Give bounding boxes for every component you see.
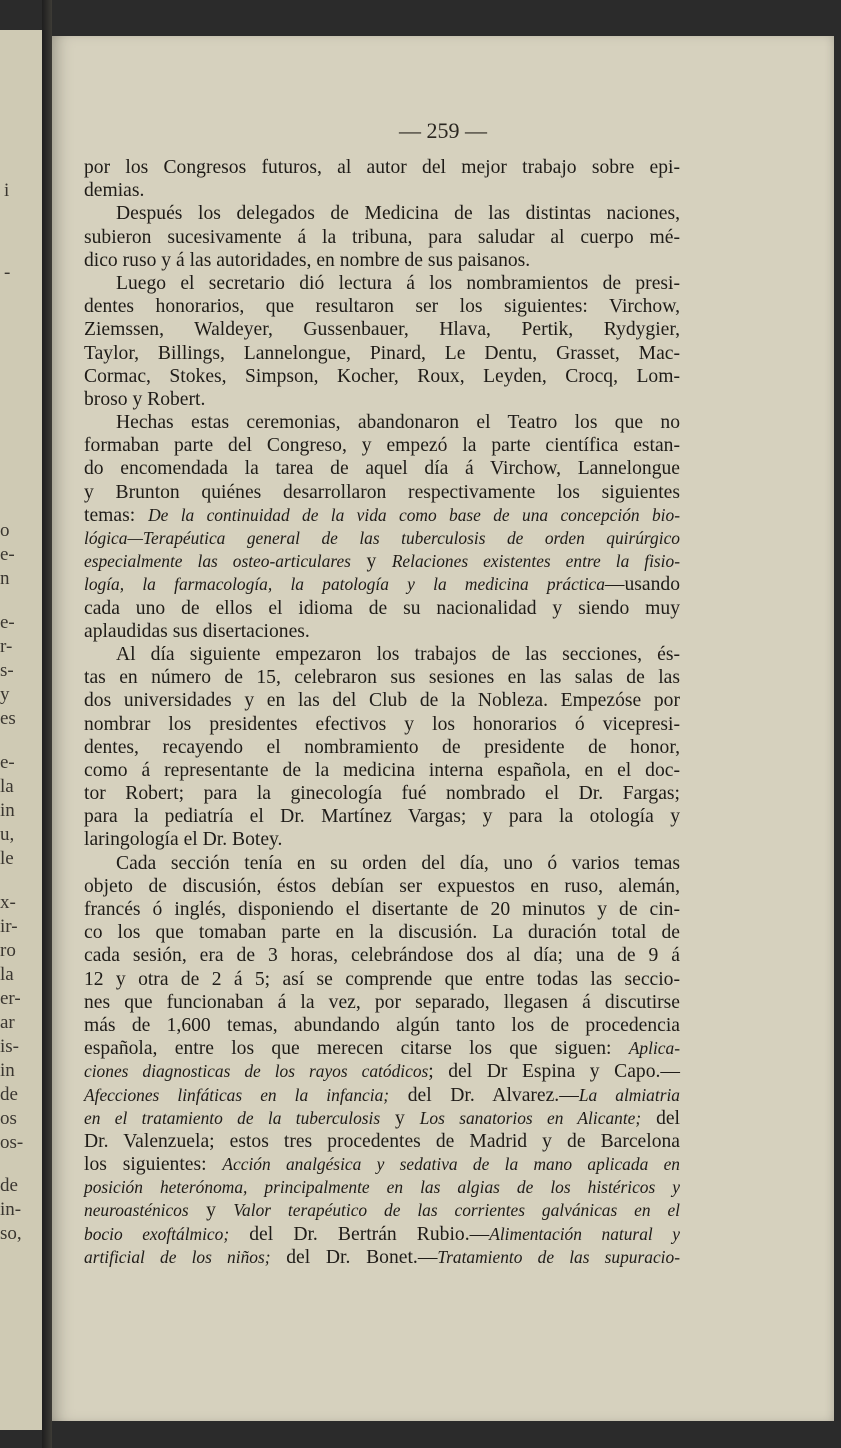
- italic-text: neuroasténicos: [84, 1200, 189, 1221]
- previous-page-fragment: in: [0, 800, 15, 821]
- text: nes que funcionaban á la vez, por separado, llegasen á discutirse: [84, 991, 680, 1013]
- previous-page-fragment: e-: [0, 544, 15, 565]
- previous-page-fragment: o: [0, 520, 10, 541]
- previous-page-fragment: de: [0, 1175, 18, 1196]
- previous-page-fragment: u,: [0, 824, 15, 845]
- text-line: [84, 1130, 680, 1153]
- italic-text: artificial de los niños;: [84, 1246, 271, 1267]
- text: dentes, recayendo el nombramiento de presidente de honor,: [84, 736, 680, 758]
- text: Cormac, Stokes, Simpson, Kocher, Roux, Leyden, Crocq, Lom-: [84, 365, 680, 387]
- text-line: [84, 249, 680, 272]
- text: como á representante de la medicina interna española, en el doc-: [84, 759, 680, 781]
- text: temas:: [84, 504, 149, 526]
- text-line: [84, 759, 680, 782]
- previous-page-fragment: e-: [0, 752, 15, 773]
- text: nombrar los presidentes efectivos y los honorarios ó vicepresi-: [84, 713, 680, 735]
- text: y: [188, 1200, 234, 1222]
- text-line: [84, 550, 680, 573]
- text: objeto de discusión, éstos debían ser expuestos en ruso, alemán,: [84, 875, 680, 897]
- text: dentes honorarios, que resultaron ser los siguientes: Virchow,: [84, 296, 680, 318]
- previous-page-fragment: in-: [0, 1199, 22, 1220]
- text: cada uno de ellos el idioma de su nacionalidad y siendo muy: [84, 597, 680, 619]
- italic-text: Alimentación natural y: [489, 1223, 681, 1244]
- italic-text: logía, la farmacología, la patología y la medicina práctica: [84, 574, 605, 595]
- text: dos universidades y en las del Club de la Nobleza. Empezóse por: [84, 690, 680, 712]
- text: formaban parte del Congreso, y empezó la parte científica estan-: [84, 435, 680, 457]
- text: por los Congresos futuros, al autor del mejor trabajo sobre epi-: [84, 157, 680, 178]
- italic-text: Relaciones existentes entre la fisio-: [391, 551, 681, 572]
- text-line: [84, 689, 680, 712]
- text-line: [84, 527, 680, 550]
- previous-page-fragment: y: [0, 684, 10, 705]
- text-line: [84, 457, 680, 480]
- text: demias.: [84, 180, 145, 202]
- previous-page-fragment: de: [0, 1084, 18, 1105]
- italic-text: bocio exoftálmico;: [84, 1223, 230, 1244]
- text: y Brunton quiénes desarrollaron respectivamente los siguientes: [84, 481, 680, 503]
- text: Cada sección tenía en su orden del día, uno ó varios temas: [116, 852, 680, 874]
- text-line: [84, 805, 680, 828]
- italic-text: Aplica-: [628, 1038, 680, 1059]
- text-line: [84, 272, 680, 295]
- text: aplaudidas sus disertaciones.: [84, 620, 310, 642]
- previous-page-fragment: er-: [0, 988, 21, 1009]
- page-number: — 259 —: [399, 118, 487, 143]
- text: y: [350, 551, 392, 573]
- text: —usando: [604, 574, 680, 596]
- text-line: [84, 318, 680, 341]
- text-line: [84, 202, 680, 225]
- text: para la pediatría el Dr. Martínez Vargas; y para la otología y: [84, 806, 680, 828]
- previous-page-fragment: os: [0, 1108, 17, 1129]
- previous-page-fragment: r-: [0, 636, 13, 657]
- book-gutter: [42, 0, 52, 1448]
- text: 12 y otra de 2 á 5; así se comprende que entre todas las seccio-: [84, 968, 680, 990]
- italic-text: en el tratamiento de la tuberculosis: [84, 1107, 381, 1128]
- text-line: [84, 295, 680, 318]
- text: española, entre los que merecen citarse los que siguen:: [84, 1038, 629, 1060]
- text: del: [641, 1107, 681, 1129]
- italic-text: De la continuidad de la vida como base de una concepción bio-: [148, 504, 680, 525]
- previous-page-fragment: la: [0, 964, 14, 985]
- text: Al día siguiente empezaron los trabajos de las secciones, és-: [116, 643, 680, 665]
- text: Después los delegados de Medicina de las distintas naciones,: [116, 203, 680, 225]
- text: y: [380, 1107, 420, 1129]
- text-line: [84, 481, 680, 504]
- book-page: [52, 36, 834, 1421]
- italic-text: La almiatria: [578, 1084, 680, 1105]
- text-line: [84, 1153, 680, 1176]
- previous-page-fragment: es: [0, 708, 16, 729]
- text: francés ó inglés, disponiendo el disertante de 20 minutos y de cin-: [84, 899, 680, 920]
- text-line: [84, 944, 680, 967]
- previous-page-fragment: -: [4, 262, 11, 283]
- text: cada sesión, era de 3 horas, celebrándose dos al día; una de 9 á: [84, 945, 680, 967]
- text: broso y Robert.: [84, 388, 206, 410]
- text: tor Robert; para la ginecología fué nombrado el Dr. Fargas;: [84, 783, 680, 805]
- text-line: [84, 852, 680, 875]
- text-line: [84, 1223, 680, 1246]
- text-line: [84, 156, 680, 179]
- text-line: [84, 898, 680, 921]
- previous-page-fragment: ro: [0, 940, 16, 961]
- text-line: [84, 1060, 680, 1083]
- italic-text: posición heterónoma, principalmente en las algias de los histéricos y: [84, 1177, 680, 1198]
- text: Taylor, Billings, Lannelongue, Pinard, Le Dentu, Grasset, Mac-: [84, 342, 680, 364]
- previous-page-fragment: so,: [0, 1223, 22, 1244]
- text: del Dr. Bonet.—: [270, 1246, 438, 1268]
- text-line: [84, 1084, 680, 1107]
- text-line: [84, 782, 680, 805]
- text-line: [84, 411, 680, 434]
- text-line: [84, 1246, 680, 1269]
- italic-text: Tratamiento de las supuracio-: [437, 1246, 681, 1267]
- text-line: [84, 226, 680, 249]
- italic-text: lógica—Terapéutica general de las tuberculosis de orden quirúrgico: [84, 528, 680, 548]
- text-line: [84, 1014, 680, 1037]
- italic-text: Los sanatorios en Alicante;: [419, 1107, 642, 1128]
- text: Dr. Valenzuela; estos tres procedentes de Madrid y de Barcelona: [84, 1130, 680, 1152]
- text-line: [84, 365, 680, 388]
- italic-text: Afecciones linfáticas en la infancia;: [84, 1084, 390, 1105]
- text-line: [84, 991, 680, 1014]
- previous-page-fragment: x-: [0, 892, 16, 913]
- text: Luego el secretario dió lectura á los nombramientos de presi-: [116, 272, 680, 294]
- text-line: [84, 179, 680, 202]
- previous-page-fragment: is-: [0, 1036, 19, 1057]
- previous-page-fragment: i: [4, 180, 10, 201]
- text: dico ruso y á las autoridades, en nombre de sus paisanos.: [84, 249, 531, 271]
- italic-text: ciones diagnosticas de los rayos catódicos: [84, 1061, 429, 1082]
- text: laringología el Dr. Botey.: [84, 829, 283, 851]
- text-line: [84, 1199, 680, 1222]
- text: Ziemssen, Waldeyer, Gussenbauer, Hlava, Pertik, Rydygier,: [84, 319, 680, 341]
- text-line: [84, 597, 680, 620]
- text: del Dr. Alvarez.—: [389, 1084, 579, 1106]
- previous-page-edge: [0, 30, 42, 1430]
- previous-page-fragment: ir-: [0, 916, 18, 937]
- text-line: [84, 713, 680, 736]
- text-line: [84, 968, 680, 991]
- text: del Dr. Bertrán Rubio.—: [229, 1223, 490, 1245]
- previous-page-fragment: e-: [0, 612, 15, 633]
- italic-text: Acción analgésica y sedativa de la mano aplicada en: [222, 1154, 680, 1175]
- text-line: [84, 388, 680, 411]
- text-line: [84, 342, 680, 365]
- text-line: [84, 736, 680, 759]
- previous-page-fragment: la: [0, 776, 14, 797]
- text: co los que tomaban parte en la discusión. La duración total de: [84, 922, 680, 944]
- text-line: [84, 504, 680, 527]
- previous-page-fragment: s-: [0, 660, 14, 681]
- previous-page-fragment: os-: [0, 1132, 24, 1153]
- previous-page-fragment: ar: [0, 1012, 15, 1033]
- text: tas en número de 15, celebraron sus sesiones en las salas de las: [84, 667, 680, 689]
- text: ; del Dr Espina y Capo.—: [428, 1061, 680, 1083]
- text: los siguientes:: [84, 1154, 223, 1176]
- previous-page-fragment: le: [0, 848, 14, 869]
- text-line: [84, 1037, 680, 1060]
- text-line: [84, 643, 680, 666]
- text-line: [84, 666, 680, 689]
- text-line: [84, 921, 680, 944]
- italic-text: Valor terapéutico de las corrientes galvánicas en el: [233, 1200, 680, 1221]
- previous-page-fragment: n: [0, 568, 10, 589]
- text: subieron sucesivamente á la tribuna, para saludar al cuerpo mé-: [84, 226, 680, 248]
- text: más de 1,600 temas, abundando algún tanto los de procedencia: [84, 1014, 680, 1036]
- body-text: [84, 156, 680, 1269]
- italic-text: especialmente las osteo-articulares: [84, 551, 351, 572]
- text-line: [84, 573, 680, 596]
- text-line: [84, 875, 680, 898]
- text: do encomendada la tarea de aquel día á Virchow, Lannelongue: [84, 458, 680, 480]
- text: Hechas estas ceremonias, abandonaron el Teatro los que no: [116, 412, 680, 434]
- previous-page-fragment: in: [0, 1060, 15, 1081]
- text-line: [84, 828, 680, 851]
- text-line: [84, 1176, 680, 1199]
- text-line: [84, 1107, 680, 1130]
- text-line: [84, 434, 680, 457]
- text-line: [84, 620, 680, 643]
